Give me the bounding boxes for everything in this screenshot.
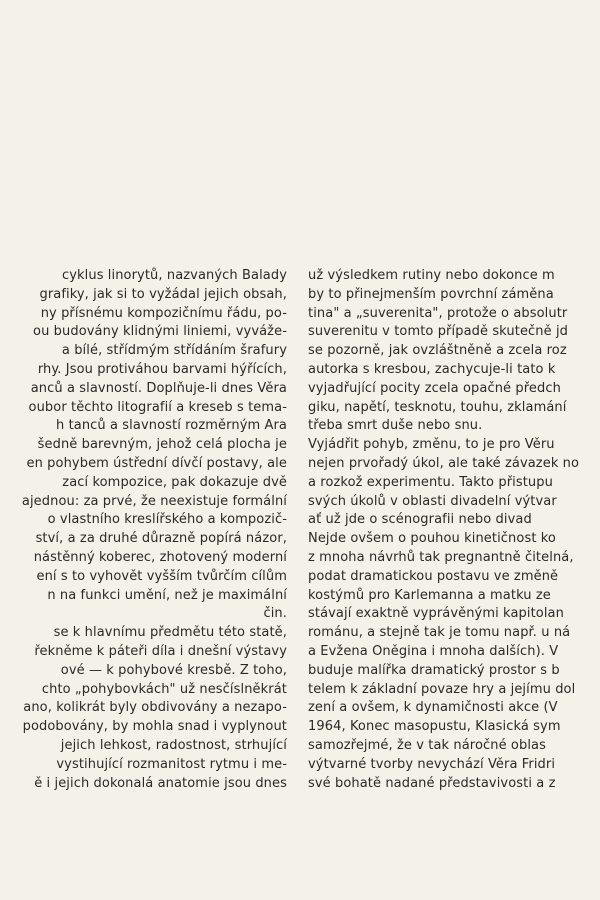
text-line: a Evžena Oněgina i mnoha dalších). V (308, 643, 559, 659)
text-line: ství, a za druhé důrazně popírá názor, (35, 531, 287, 547)
text-line: nejen prvořadý úkol, ale také závazek no (308, 455, 580, 471)
text-line: ať už jde o scénografii nebo divad (308, 512, 532, 528)
text-line: grafiky, jak si to vyžádal jejich obsah, (39, 286, 287, 302)
text-line: jejich lehkost, radostnost, strhující (60, 737, 287, 753)
text-line: ové — k pohybové kresbě. Z toho, (60, 662, 287, 678)
text-line: ení s to vyhovět vyšším tvůrčím cílům (36, 568, 287, 584)
text-line: své bohatě nadané představivosti a z (308, 775, 556, 791)
text-line: výtvarné tvorby nevychází Věra Fridri (308, 756, 556, 772)
text-line: zací kompozice, pak dokazuje dvě (62, 474, 287, 490)
text-line: tina" a „suverenita", protože o absolutr (308, 305, 568, 321)
text-line: třeba smrt duše nebo snu. (308, 418, 483, 434)
text-line: řekněme k páteři díla i dnešní výstavy (34, 643, 287, 659)
text-line: by to přinejmenším povrchní záměna (308, 286, 554, 302)
text-line: buduje malířka dramatický prostor s b (308, 662, 560, 678)
text-line: ny přísnému kompozičnímu řádu, po- (40, 305, 287, 321)
text-line: n na funkci umění, než je maximální (47, 587, 287, 603)
text-line: ano, kolikrát byly obdivovány a nezapo- (23, 700, 287, 716)
text-line: h tanců a slavností rozměrným Ara (56, 418, 287, 434)
text-line: rhy. Jsou protiváhou barvami hýřících, (37, 361, 287, 377)
text-line: oubor těchto litografií a kreseb s tema- (28, 399, 287, 415)
text-line: telem k základní povaze hry a jejímu dol (308, 681, 576, 697)
text-line: chto „pohybovkách" už nesčíslněkrát (41, 681, 287, 697)
text-line: podobovány, by mohla snad i vyplynout (22, 719, 287, 735)
text-line: anců a slavností. Doplňuje-li dnes Věra (30, 380, 287, 396)
text-line: zení a ovšem, k dynamičnosti akce (V (308, 700, 558, 716)
text-line: autorka s kresbou, zachycuje-li tato k (308, 361, 556, 377)
text-line: en pohybem ústřední dívčí postavy, ale (26, 455, 287, 471)
text-line: stávají exaktně vyprávěnými kapitolan (308, 606, 564, 622)
text-line: románu, a stejně tak je tomu např. u ná (308, 625, 571, 641)
text-line: ou budovány klidnými liniemi, vyváže- (33, 324, 287, 340)
text-line: o vlastního kreslířského a kompozič- (47, 512, 287, 528)
text-line: vyjadřující pocity zcela opačné předch (308, 380, 561, 396)
left-text-column (0, 267, 289, 793)
text-line: svých úkolů v oblasti divadelní výtvar (308, 493, 557, 509)
text-line: vystihující rozmanitost rytmu i me- (56, 756, 287, 772)
text-line: samozřejmé, že v tak náročné oblas (308, 737, 546, 753)
text-line: čin. (263, 606, 287, 622)
text-line: Vyjádřit pohyb, změnu, to je pro Věru (308, 437, 555, 453)
text-line: Nejde ovšem o pouhou kinetičnost ko (308, 531, 556, 547)
right-text-column (308, 267, 600, 793)
text-line: ajednou: za prvé, že neexistuje formální (21, 493, 287, 509)
text-line: se pozorně, jak ovzláštněně a zcela roz (308, 343, 567, 359)
text-line: suverenitu v tomto případě skutečně jd (308, 324, 569, 340)
text-line: ě i jejich dokonalá anatomie jsou dnes (34, 775, 287, 791)
text-line: 1964, Konec masopustu, Klasická sym (308, 719, 561, 735)
text-line: podat dramatickou postavu ve změně (308, 568, 559, 584)
text-line: šedně barevným, jehož celá plocha je (37, 437, 287, 453)
text-line: kostýmů pro Karlemanna a matku ze (308, 587, 551, 603)
text-line: už výsledkem rutiny nebo dokonce m (308, 268, 555, 283)
text-line: z mnoha návrhů tak pregnantně čitelná, (308, 549, 574, 565)
text-line: a rozkož experimentu. Takto přistupu (308, 474, 553, 490)
text-line: se k hlavnímu předmětu této statě, (53, 625, 287, 641)
text-line: cyklus linorytů, nazvaných Balady (61, 268, 287, 283)
text-line: giku, napětí, tesknotu, touhu, zklamání (308, 399, 567, 415)
text-line: nástěnný koberec, zhotovený moderní (33, 549, 287, 565)
text-line: a bílé, střídmým střídáním šrafury (61, 343, 287, 359)
